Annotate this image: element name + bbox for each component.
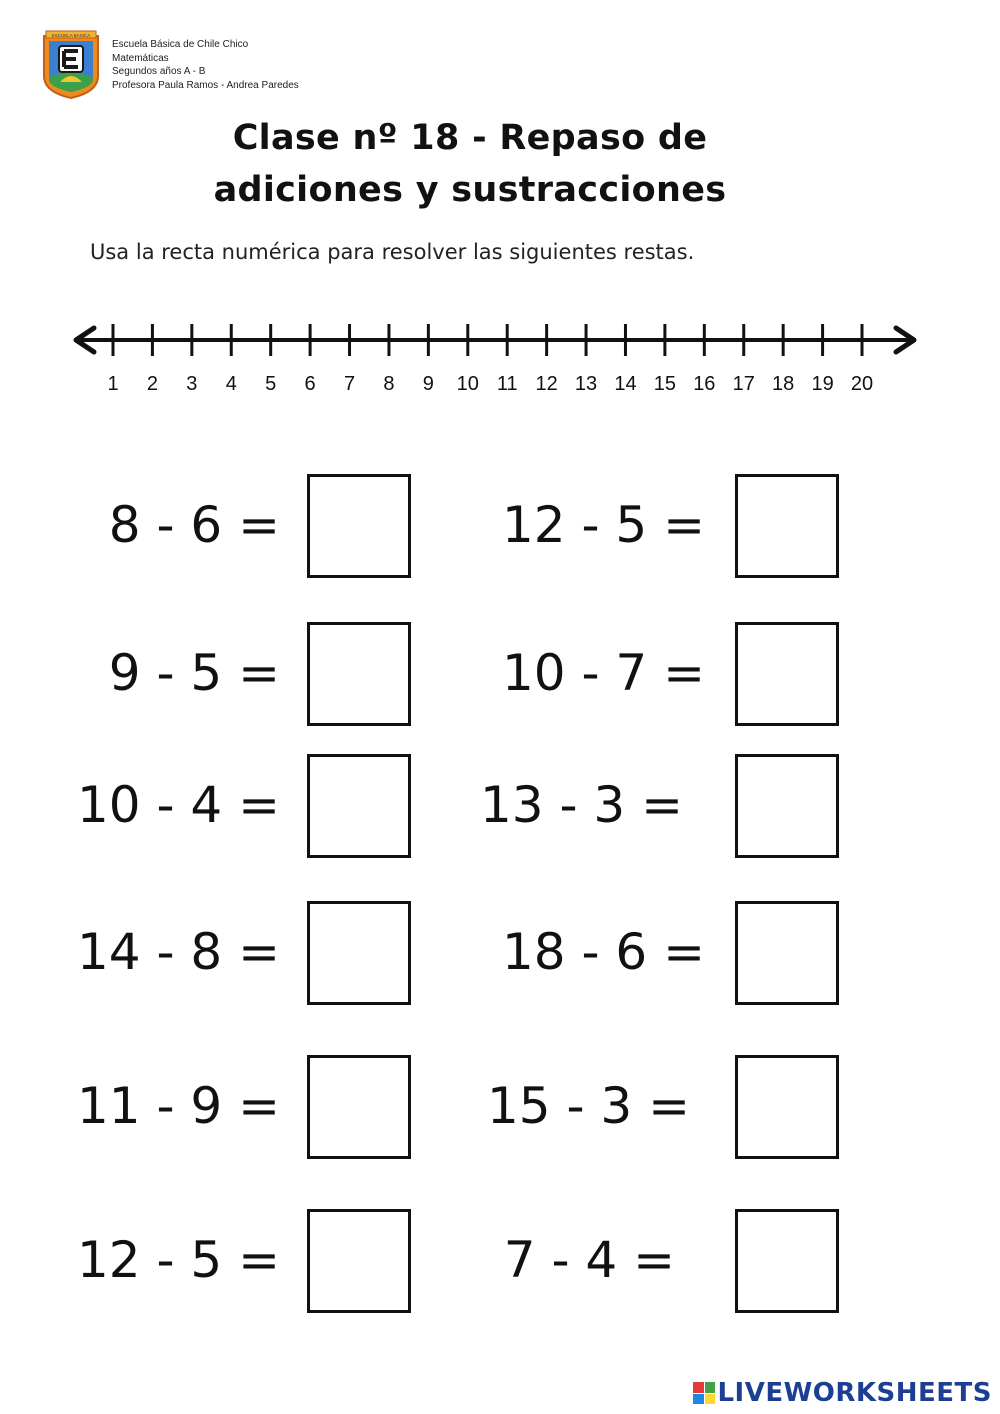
title-line-2: adiciones y sustracciones — [213, 170, 727, 210]
number-line-label: 6 — [304, 373, 316, 395]
answer-box[interactable] — [735, 754, 839, 858]
number-line-label: 1 — [107, 373, 119, 395]
number-line-label: 18 — [772, 373, 795, 395]
instructions: Usa la recta numérica para resolver las siguientes restas. — [90, 240, 695, 264]
teachers: Profesora Paula Ramos - Andrea Paredes — [112, 79, 299, 91]
school-name: Escuela Básica de Chile Chico — [112, 39, 249, 50]
answer-box[interactable] — [735, 474, 839, 578]
number-line — [70, 310, 920, 400]
exercise-item — [0, 754, 1000, 862]
answer-box[interactable] — [735, 622, 839, 726]
exercise-expression: 18 - 6 = — [501, 923, 705, 981]
exercise-expression: 10 - 7 = — [501, 644, 705, 702]
exercise-item — [0, 1209, 1000, 1317]
title-line-1: Clase nº 18 - Repaso de — [232, 118, 708, 158]
exercise-expression: 10 - 4 = — [76, 776, 280, 834]
exercise-item — [0, 1055, 1000, 1163]
answer-box[interactable] — [735, 901, 839, 1005]
number-line-label: 5 — [265, 373, 277, 395]
number-line-label: 12 — [535, 373, 558, 395]
school-info — [112, 38, 299, 92]
exercise-expression: 14 - 8 = — [76, 923, 280, 981]
exercise-expression: 13 - 3 = — [479, 776, 683, 834]
number-line-label: 20 — [850, 373, 874, 395]
exercise-expression: 12 - 5 = — [76, 1231, 280, 1289]
exercise-expression: 7 - 4 = — [503, 1231, 675, 1289]
exercise-expression: 12 - 5 = — [501, 496, 705, 554]
number-line-label: 14 — [614, 373, 637, 395]
logo-text: ESCUELA BASICA — [51, 33, 91, 38]
number-line-label: 10 — [456, 373, 479, 395]
number-line-label: 17 — [732, 373, 755, 395]
liveworksheets-brand — [693, 1378, 992, 1408]
number-line-label: 8 — [383, 373, 395, 395]
exercise-expression: 11 - 9 = — [76, 1077, 280, 1135]
exercise-item — [0, 474, 1000, 582]
number-line-label: 2 — [146, 373, 158, 395]
number-line-label: 9 — [422, 373, 434, 395]
number-line-label: 3 — [186, 373, 198, 395]
number-line-label: 7 — [343, 373, 356, 395]
brand-text: LIVEWORKSHEETS — [717, 1378, 992, 1408]
liveworksheets-logo-icon — [693, 1382, 715, 1404]
answer-box[interactable] — [735, 1055, 839, 1159]
exercise-item — [0, 622, 1000, 730]
number-line-label: 13 — [574, 373, 598, 395]
number-line-label: 19 — [811, 373, 834, 395]
answer-box[interactable] — [735, 1209, 839, 1313]
subject: Matemáticas — [112, 52, 169, 64]
grade: Segundos años A - B — [112, 66, 206, 77]
number-line-label: 15 — [653, 373, 677, 395]
exercise-expression: 8 - 6 = — [108, 496, 280, 554]
page-title — [0, 112, 940, 216]
number-line-label: 16 — [693, 373, 716, 395]
exercise-expression: 9 - 5 = — [108, 644, 280, 702]
exercise-expression: 15 - 3 = — [486, 1077, 690, 1135]
exercise-item — [0, 901, 1000, 1009]
number-line-label: 11 — [496, 373, 518, 395]
school-logo — [40, 30, 102, 100]
number-line-label: 4 — [225, 373, 237, 395]
